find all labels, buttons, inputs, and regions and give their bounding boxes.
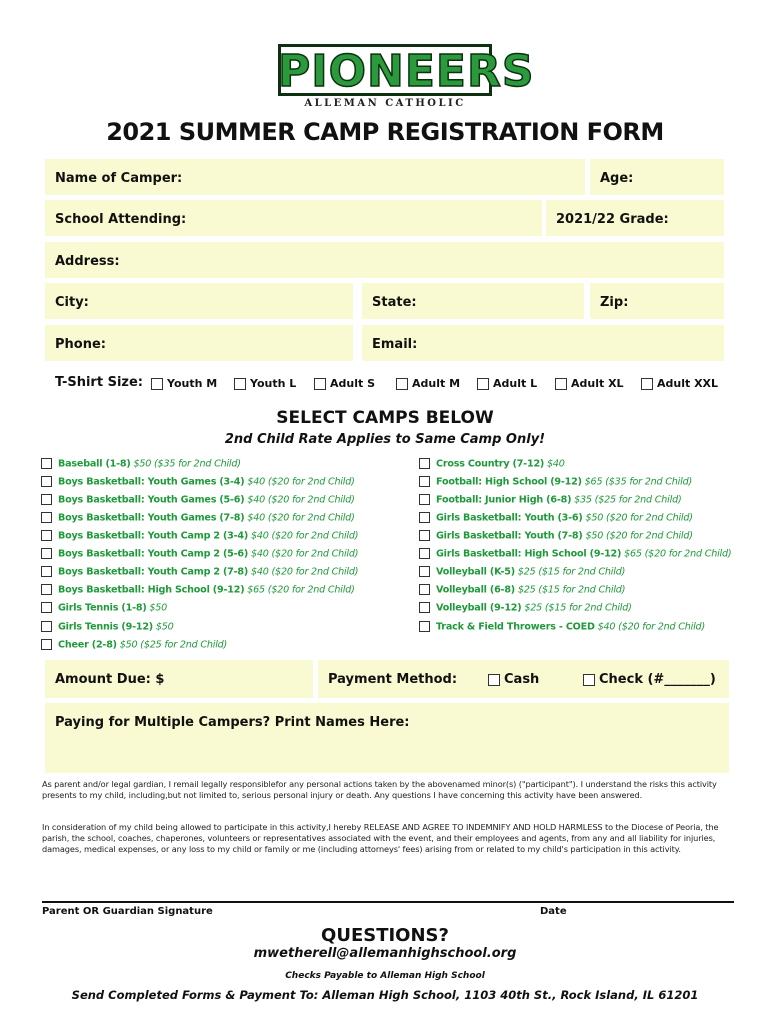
school-field[interactable]	[45, 200, 542, 236]
checkbox[interactable]	[555, 378, 567, 390]
tshirt-option[interactable]: Adult XL	[555, 377, 624, 390]
camp-option[interactable]: Cheer (2-8) $50 ($25 for 2nd Child)	[41, 639, 227, 652]
multiple-campers-label: Paying for Multiple Campers? Print Names Here:	[55, 715, 410, 730]
date-label: Date	[540, 906, 567, 917]
payment-method-field	[318, 660, 729, 698]
zip-label: Zip:	[600, 295, 629, 310]
contact-email[interactable]: mwetherell@allemanhighschool.org	[253, 946, 517, 961]
checks-payable: Checks Payable to Alleman High School	[285, 971, 485, 981]
checkbox[interactable]	[151, 378, 163, 390]
camp-option[interactable]: Football: Junior High (6-8) $35 ($25 for 2nd Child)	[419, 494, 682, 507]
email-label: Email:	[372, 337, 418, 352]
checkbox[interactable]	[419, 512, 430, 523]
signature-line	[42, 901, 734, 903]
amount-due-label: Amount Due: $	[55, 672, 165, 687]
cash-option[interactable]: Cash	[488, 672, 539, 687]
checkbox[interactable]	[419, 476, 430, 487]
legal-paragraph: As parent and/or legal gardian, I remail legally responsiblefor any personal actions taken by the abovenamed minor(s) ("participant"). I understand the risks this activity presents to my child, including,but not limited to, serious personal injury or death. Any questions I have concerning this activity have been answered.	[42, 779, 717, 800]
checkbox[interactable]	[41, 476, 52, 487]
section-subtitle: 2nd Child Rate Applies to Same Camp Only!	[224, 432, 546, 447]
logo-subtitle: ALLEMAN CATHOLIC	[304, 98, 466, 109]
parent-signature-label: Parent OR Guardian Signature	[42, 906, 213, 917]
state-label: State:	[372, 295, 417, 310]
checkbox[interactable]	[41, 621, 52, 632]
multiple-campers-field[interactable]	[45, 703, 729, 773]
checkbox[interactable]	[419, 602, 430, 613]
camp-option[interactable]: Boys Basketball: Youth Games (5-6) $40 ($20 for 2nd Child)	[41, 494, 355, 507]
checkbox[interactable]	[419, 584, 430, 595]
checkbox[interactable]	[419, 621, 430, 632]
checkbox[interactable]	[583, 674, 595, 686]
camp-option[interactable]: Cross Country (7-12) $40	[419, 458, 565, 471]
checkbox[interactable]	[314, 378, 326, 390]
grade-field[interactable]	[546, 200, 724, 236]
name-field[interactable]	[45, 159, 585, 195]
checkbox[interactable]	[41, 639, 52, 650]
checkbox[interactable]	[41, 584, 52, 595]
checkbox[interactable]	[41, 530, 52, 541]
checkbox[interactable]	[396, 378, 408, 390]
tshirt-option[interactable]: Adult L	[477, 377, 537, 390]
checkbox[interactable]	[419, 458, 430, 469]
check-option[interactable]: Check (#_______)	[583, 672, 716, 687]
camp-option[interactable]: Girls Basketball: Youth (3-6) $50 ($20 for 2nd Child)	[419, 512, 693, 525]
checkbox[interactable]	[477, 378, 489, 390]
checkbox[interactable]	[41, 458, 52, 469]
tshirt-option[interactable]: Adult XXL	[641, 377, 718, 390]
grade-label: 2021/22 Grade:	[556, 212, 669, 227]
checkbox[interactable]	[41, 512, 52, 523]
camp-option[interactable]: Girls Tennis (9-12) $50	[41, 621, 174, 634]
checkbox[interactable]	[641, 378, 653, 390]
logo-wordmark: PIONEERS	[278, 46, 535, 97]
school-label: School Attending:	[55, 212, 187, 227]
camp-option[interactable]: Volleyball (6-8) $25 ($15 for 2nd Child)	[419, 584, 625, 597]
camp-option[interactable]: Volleyball (K-5) $25 ($15 for 2nd Child)	[419, 566, 625, 579]
checkbox[interactable]	[41, 566, 52, 577]
checkbox[interactable]	[41, 548, 52, 559]
zip-field[interactable]	[590, 283, 724, 319]
send-forms-address: Send Completed Forms & Payment To: Alleman High School, 1103 40th St., Rock Island, IL 61201	[71, 988, 699, 1002]
tshirt-option[interactable]: Adult M	[396, 377, 460, 390]
phone-label: Phone:	[55, 337, 106, 352]
tshirt-option[interactable]: Youth M	[151, 377, 217, 390]
camp-option[interactable]: Football: High School (9-12) $65 ($35 for 2nd Child)	[419, 476, 692, 489]
address-label: Address:	[55, 254, 120, 269]
name-label: Name of Camper:	[55, 171, 183, 186]
tshirt-label: T-Shirt Size:	[55, 375, 143, 390]
camp-option[interactable]: Boys Basketball: Youth Camp 2 (7-8) $40 ($20 for 2nd Child)	[41, 566, 358, 579]
questions-heading: QUESTIONS?	[321, 925, 449, 946]
checkbox[interactable]	[419, 530, 430, 541]
phone-field[interactable]	[45, 325, 353, 361]
state-field[interactable]	[362, 283, 584, 319]
tshirt-option[interactable]: Adult S	[314, 377, 375, 390]
age-label: Age:	[600, 171, 634, 186]
camp-option[interactable]: Volleyball (9-12) $25 ($15 for 2nd Child)	[419, 602, 632, 615]
checkbox[interactable]	[41, 494, 52, 505]
checkbox[interactable]	[419, 548, 430, 559]
checkbox[interactable]	[419, 494, 430, 505]
camp-option[interactable]: Boys Basketball: High School (9-12) $65 ($20 for 2nd Child)	[41, 584, 355, 597]
checkbox[interactable]	[419, 566, 430, 577]
camp-option[interactable]: Boys Basketball: Youth Camp 2 (3-4) $40 ($20 for 2nd Child)	[41, 530, 358, 543]
tshirt-option[interactable]: Youth L	[234, 377, 296, 390]
camp-option[interactable]: Girls Basketball: Youth (7-8) $50 ($20 for 2nd Child)	[419, 530, 693, 543]
payment-method-label: Payment Method:	[328, 672, 458, 687]
amount-due-field[interactable]	[45, 660, 313, 698]
checkbox[interactable]	[234, 378, 246, 390]
address-field[interactable]	[45, 242, 724, 278]
camp-option[interactable]: Boys Basketball: Youth Games (3-4) $40 ($20 for 2nd Child)	[41, 476, 355, 489]
form-title: 2021 SUMMER CAMP REGISTRATION FORM	[106, 118, 664, 146]
checkbox[interactable]	[41, 602, 52, 613]
section-title: SELECT CAMPS BELOW	[276, 408, 494, 428]
city-field[interactable]	[45, 283, 353, 319]
camp-option[interactable]: Girls Tennis (1-8) $50	[41, 602, 167, 615]
email-field[interactable]	[362, 325, 724, 361]
camp-option[interactable]: Boys Basketball: Youth Games (7-8) $40 ($20 for 2nd Child)	[41, 512, 355, 525]
camp-option[interactable]: Baseball (1-8) $50 ($35 for 2nd Child)	[41, 458, 241, 471]
legal-paragraph: In consideration of my child being allowed to participate in this activity,I hereby RELEASE AND AGREE TO INDEMNIFY AND HOLD HARMLESS to the Diocese of Peoria, the parish, the school, coaches, chaperones, volunteers or representatives associated with the event, and their employees and agents, from any and all liability for injuries, damages, medical expenses, or any loss to my child or family or me (including attorneys' fees) arising from or related to my child's participation in this activity.	[42, 822, 719, 854]
camp-option[interactable]: Boys Basketball: Youth Camp 2 (5-6) $40 ($20 for 2nd Child)	[41, 548, 358, 561]
city-label: City:	[55, 295, 89, 310]
camp-option[interactable]: Girls Basketball: High School (9-12) $65 ($20 for 2nd Child)	[419, 548, 731, 561]
checkbox[interactable]	[488, 674, 500, 686]
camp-option[interactable]: Track & Field Throwers - COED $40 ($20 for 2nd Child)	[419, 621, 705, 634]
age-field[interactable]	[590, 159, 724, 195]
